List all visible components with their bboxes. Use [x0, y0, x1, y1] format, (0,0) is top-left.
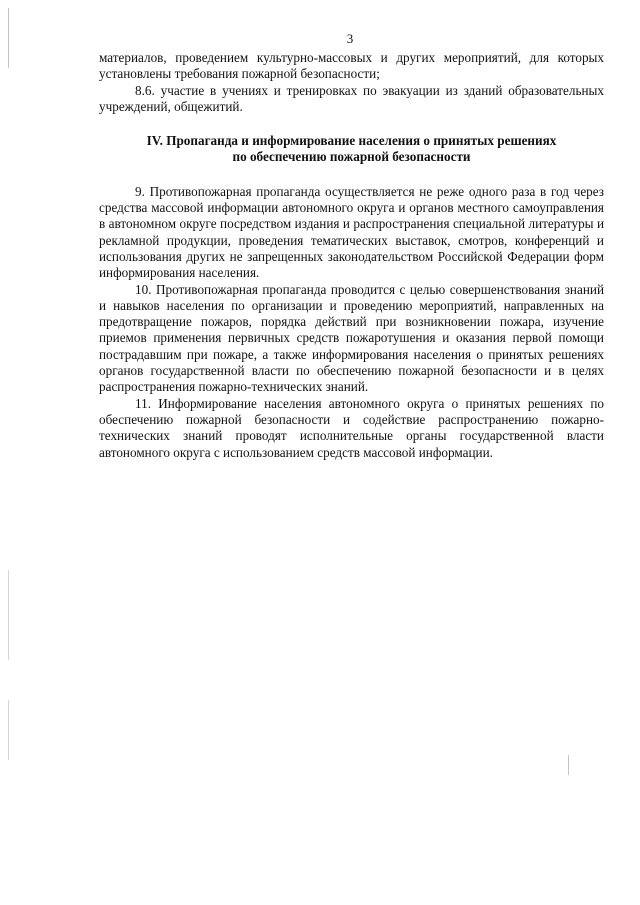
scan-mark-left-mid: [8, 570, 9, 660]
paragraph-9: 9. Противопожарная пропаганда осуществляется не реже одного раза в год через средства массовой информации автономного округа и органов местного самоуправления в автономном округе посредством издания и распространения специальной литературы и рекламной продукции, проведения тематических выставок, смотров, конференций и использования других не запрещенных законодательством Российской Федерации форм информирования населения.: [99, 183, 604, 281]
paragraph-materials-continuation: материалов, проведением культурно-массовых и других мероприятий, для которых установлены требования пожарной безопасности;: [99, 50, 604, 82]
page-number: 3: [346, 31, 354, 46]
section-heading-line-1: IV. Пропаганда и информирование населения о принятых решениях: [146, 133, 557, 149]
section-heading-line-2: по обеспечению пожарной безопасности: [232, 149, 471, 165]
paragraph-8-6: 8.6. участие в учениях и тренировках по эвакуации из зданий образовательных учреждений, общежитий.: [99, 82, 604, 114]
section-heading: [99, 133, 604, 166]
scan-mark-left-bottom: [8, 700, 9, 760]
scan-mark-left-top: [8, 8, 9, 68]
paragraph-10: 10. Противопожарная пропаганда проводится с целью совершенствования знаний и навыков населения по организации и проведению мероприятий, направленных на предотвращение пожаров, порядка действий при возникновении пожара, изучение приемов применения первичных средств пожаротушения и оказания первой помощи пострадавшим при пожаре, а также информирования населения о принятых решениях органов государственной власти по обеспечению пожарной безопасности и в целях распространения пожарно-технических знаний.: [99, 281, 604, 395]
document-body: [99, 50, 604, 461]
paragraph-11: 11. Информирование населения автономного округа о принятых решениях по обеспечению пожарной безопасности и содействие распространению пожарно-технических знаний проводят исполнительные органы государственной власти автономного округа с использованием средств массовой информации.: [99, 395, 604, 460]
scan-mark-right-bottom: [568, 755, 569, 775]
